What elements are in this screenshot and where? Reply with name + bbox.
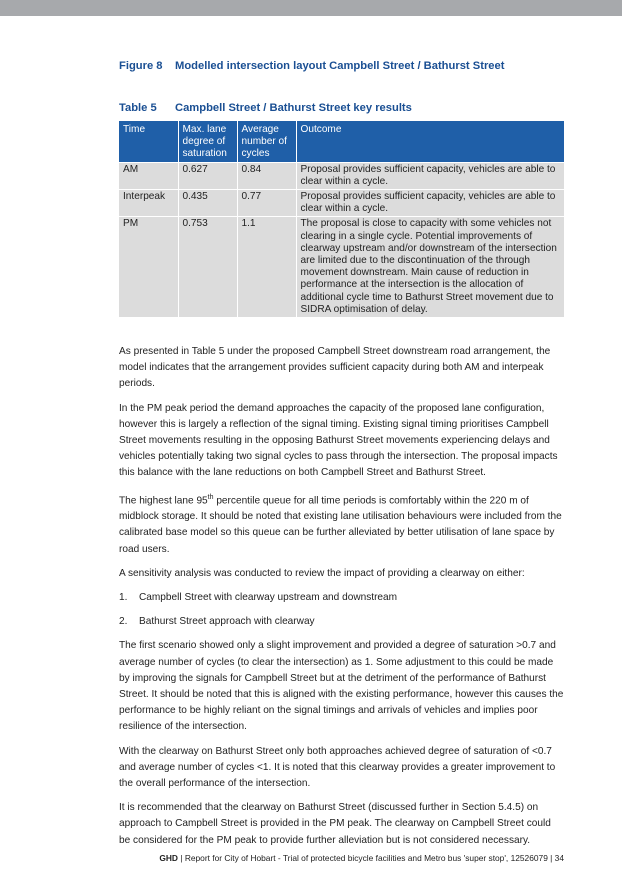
cell-time: Interpeak <box>119 190 178 217</box>
list-number: 1. <box>119 592 128 603</box>
paragraph-part: The highest lane 95 <box>119 494 208 506</box>
cell-outcome: Proposal provides sufficient capacity, vehicles are able to clear within a cycle. <box>296 162 564 189</box>
body-text <box>119 344 564 857</box>
paragraph: A sensitivity analysis was conducted to review the impact of providing a clearway on either: <box>119 567 525 579</box>
list-number: 2. <box>119 616 128 628</box>
cell-dos: 0.753 <box>178 217 237 317</box>
header-time: Time <box>119 121 178 162</box>
footer-brand: GHD <box>159 853 178 863</box>
cell-time: AM <box>119 162 178 189</box>
table-title: Campbell Street / Bathurst Street key results <box>175 102 412 114</box>
footer-text: | Report for City of Hobart - Trial of protected bicycle facilities and Metro bus 'super stop', 12526079 | 34 <box>177 853 564 863</box>
cell-dos: 0.435 <box>178 190 237 217</box>
cell-time: PM <box>119 217 178 317</box>
figure-caption <box>119 60 504 72</box>
cell-cycles: 0.84 <box>237 162 296 189</box>
table-caption <box>119 102 412 114</box>
page-footer <box>0 853 564 863</box>
figure-label: Figure 8 <box>119 60 163 72</box>
paragraph-queue <box>119 490 564 558</box>
paragraph: With the clearway on Bathurst Street only both approaches achieved degree of saturation of <0.7 and average number of cycles <1. It is noted that this clearway provides a greater improvement to the overall performance of the intersection. <box>119 745 556 790</box>
cell-dos: 0.627 <box>178 162 237 189</box>
table-row <box>119 162 564 189</box>
paragraph: As presented in Table 5 under the proposed Campbell Street downstream road arrangement, the model indicates that the arrangement provides sufficient capacity during both AM and interpeak periods. <box>119 346 551 390</box>
paragraph: The first scenario showed only a slight improvement and provided a degree of saturation >0.7 and average number of cycles (to clear the intersection) as 1. Some adjustment to this could be made by improving the signals for Campbell Street but at the detriment of the performance of Bathurst Street. It should be noted that this is aligned with the existing performance, however this causes the performance to be highly reliant on the signal timings and arrivals of vehicles and implies poor resilience of the intersection. <box>119 640 564 733</box>
list-item <box>119 590 564 606</box>
cell-cycles: 1.1 <box>237 217 296 317</box>
header-outcome: Outcome <box>296 121 564 162</box>
paragraph-part: percentile queue for all time periods is comfortably within the 220 m of midblock storage. It should be noted that existing lane utilisation behaviours were included from the calibrated base model so this queue can be further alleviated by better utilisation of lane space by road users. <box>119 494 562 555</box>
figure-title: Modelled intersection layout Campbell Street / Bathurst Street <box>175 60 505 72</box>
key-results-table <box>119 121 564 317</box>
list-text: Bathurst Street approach with clearway <box>139 616 315 628</box>
header-avg-cycles: Average number of cycles <box>237 121 296 162</box>
table-label: Table 5 <box>119 102 157 114</box>
cell-outcome: The proposal is close to capacity with some vehicles not clearing in a single cycle. Potential improvements of clearway upstream and/or downstream of the intersection are limited due to the discontinuation of the through movement downstream. Main cause of reduction in performance at the intersection is the allocation of additional cycle time to Bathurst Street movement due to SIDRA optimisation of delay. <box>296 217 564 317</box>
table-row <box>119 217 564 317</box>
cell-cycles: 0.77 <box>237 190 296 217</box>
list-text: Campbell Street with clearway upstream and downstream <box>139 592 398 603</box>
scenario-list <box>119 590 564 630</box>
table-header-row <box>119 121 564 162</box>
cell-outcome: Proposal provides sufficient capacity, vehicles are able to clear within a cycle. <box>296 190 564 217</box>
top-header-band <box>0 0 622 16</box>
table-row <box>119 190 564 217</box>
paragraph: It is recommended that the clearway on Bathurst Street (discussed further in Section 5.4.5) on approach to Campbell Street is provided in the PM peak. The clearway on Campbell Street could be considered for the PM peak to provide further alleviation but is not considered necessary. <box>119 802 551 846</box>
superscript-th: th <box>207 493 214 501</box>
paragraph: In the PM peak period the demand approaches the capacity of the proposed lane configuration, however this is largely a reflection of the signal timing. Existing signal timing prioritises Campbell Street movements resulting in the opposing Bathurst Street movements experiencing delays and vehicles potentially taking two signal cycles to pass through the intersection. The proposal impacts this balance with the lane reductions on both Campbell Street and Bathurst Street. <box>119 402 558 479</box>
header-max-lane-dos: Max. lane degree of saturation <box>178 121 237 162</box>
list-item <box>119 614 564 630</box>
